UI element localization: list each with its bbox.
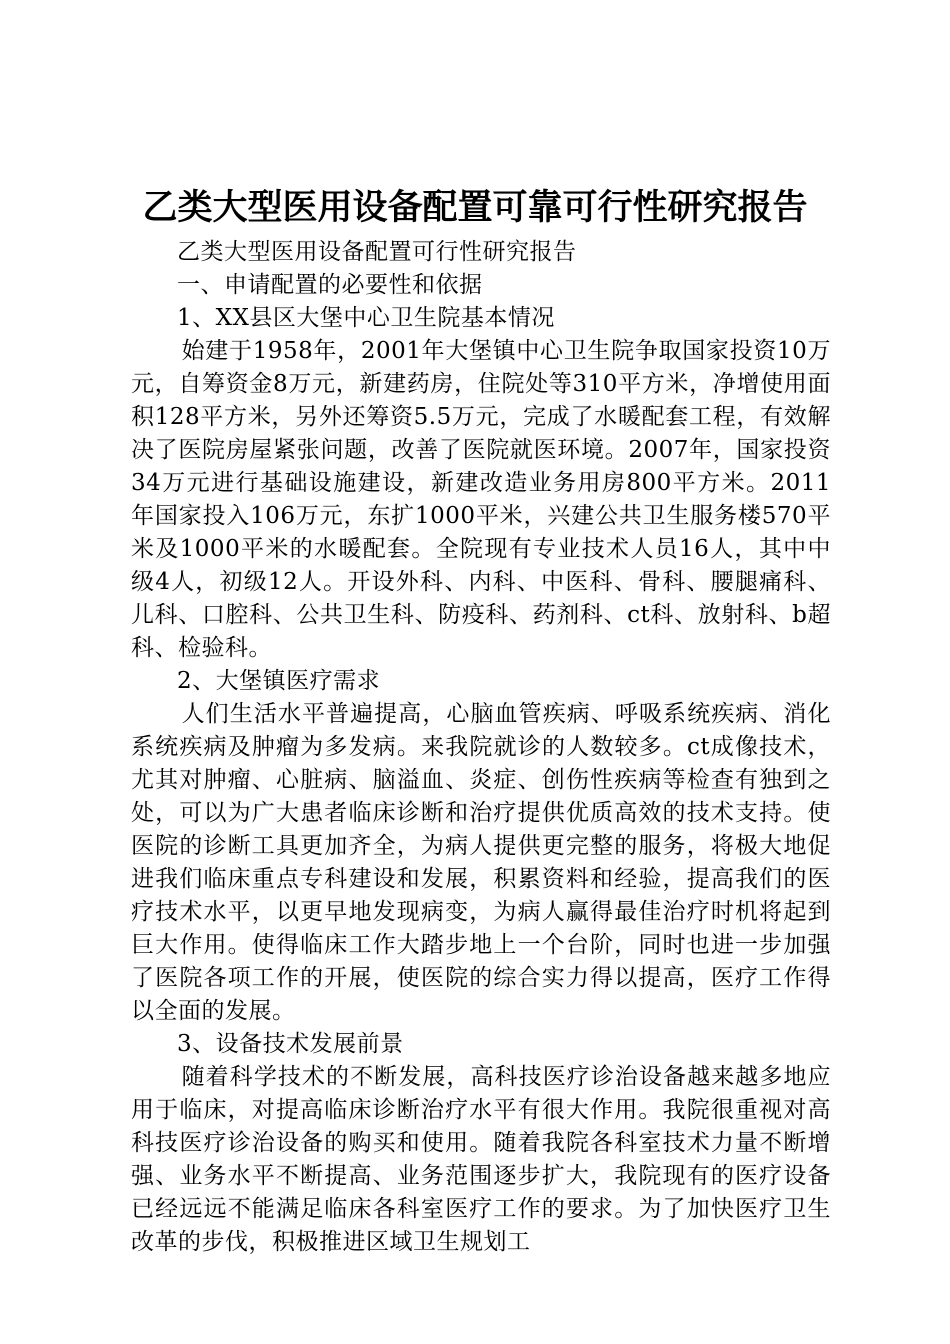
heading-medical-demand: 2、大堡镇医疗需求 bbox=[177, 668, 381, 694]
paragraph-medical-demand: 人们生活水平普遍提高，心脑血管疾病、呼吸系统疾病、消化系统疾病及肿瘤为多发病。来我院就诊的人数较多。ct成像技术，尤其对肿瘤、心脏病、脑溢血、炎症、创伤性疾病等检查有独到之处，可以为广大患者临床诊断和治疗提供优质高效的技术支持。使医院的诊断工具更加齐全，为病人提供更完整的服务，将极大地促进我们临床重点专科建设和发展，积累资料和经验，提高我们的医疗技术水平，以更早地发现病变，为病人赢得最佳治疗时机将起到巨大作用。使得临床工作大踏步地上一个台阶，同时也进一步加强了医院各项工作的开展，使医院的综合实力得以提高，医疗工作得以全面的发展。 bbox=[131, 701, 831, 1024]
paragraph-basic-info: 始建于1958年，2001年大堡镇中心卫生院争取国家投资10万元，自筹资金8万元，新建药房，住院处等310平方米，净增使用面积128平方米，另外还筹资5.5万元，完成了水暖配套工程，有效解决了医院房屋紧张问题，改善了医院就医环境。2007年，国家投资34万元进行基础设施建设，新建改造业务用房800平方米。2011年国家投入106万元，东扩1000平米，兴建公共卫生服务楼570平米及1000平米的水暖配套。全院现有专业技术人员16人，其中中级4人，初级12人。开设外科、内科、中医科、骨科、腰腿痛科、儿科、口腔科、公共卫生科、防疫科、药剂科、ct科、放射科、b超科、检验科。 bbox=[131, 338, 831, 661]
document-body bbox=[131, 236, 831, 1259]
paragraph-subtitle: 乙类大型医用设备配置可行性研究报告 bbox=[177, 239, 577, 265]
paragraph-tech-prospect: 随着科学技术的不断发展，高科技医疗诊治设备越来越多地应用于临床，对提高临床诊断治疗水平有很大作用。我院很重视对高科技医疗诊治设备的购买和使用。随着我院各科室技术力量不断增强、业务水平不断提高、业务范围逐步扩大，我院现有的医疗设备已经远远不能满足临床各科室医疗工作的要求。为了加快医疗卫生改革的步伐，积极推进区域卫生规划工 bbox=[131, 1064, 831, 1255]
heading-basic-info: 1、XX县区大堡中心卫生院基本情况 bbox=[177, 305, 555, 331]
document-title: 乙类大型医用设备配置可靠可行性研究报告 bbox=[142, 187, 808, 228]
heading-section-1: 一、申请配置的必要性和依据 bbox=[177, 272, 483, 298]
heading-tech-prospect: 3、设备技术发展前景 bbox=[177, 1031, 404, 1057]
